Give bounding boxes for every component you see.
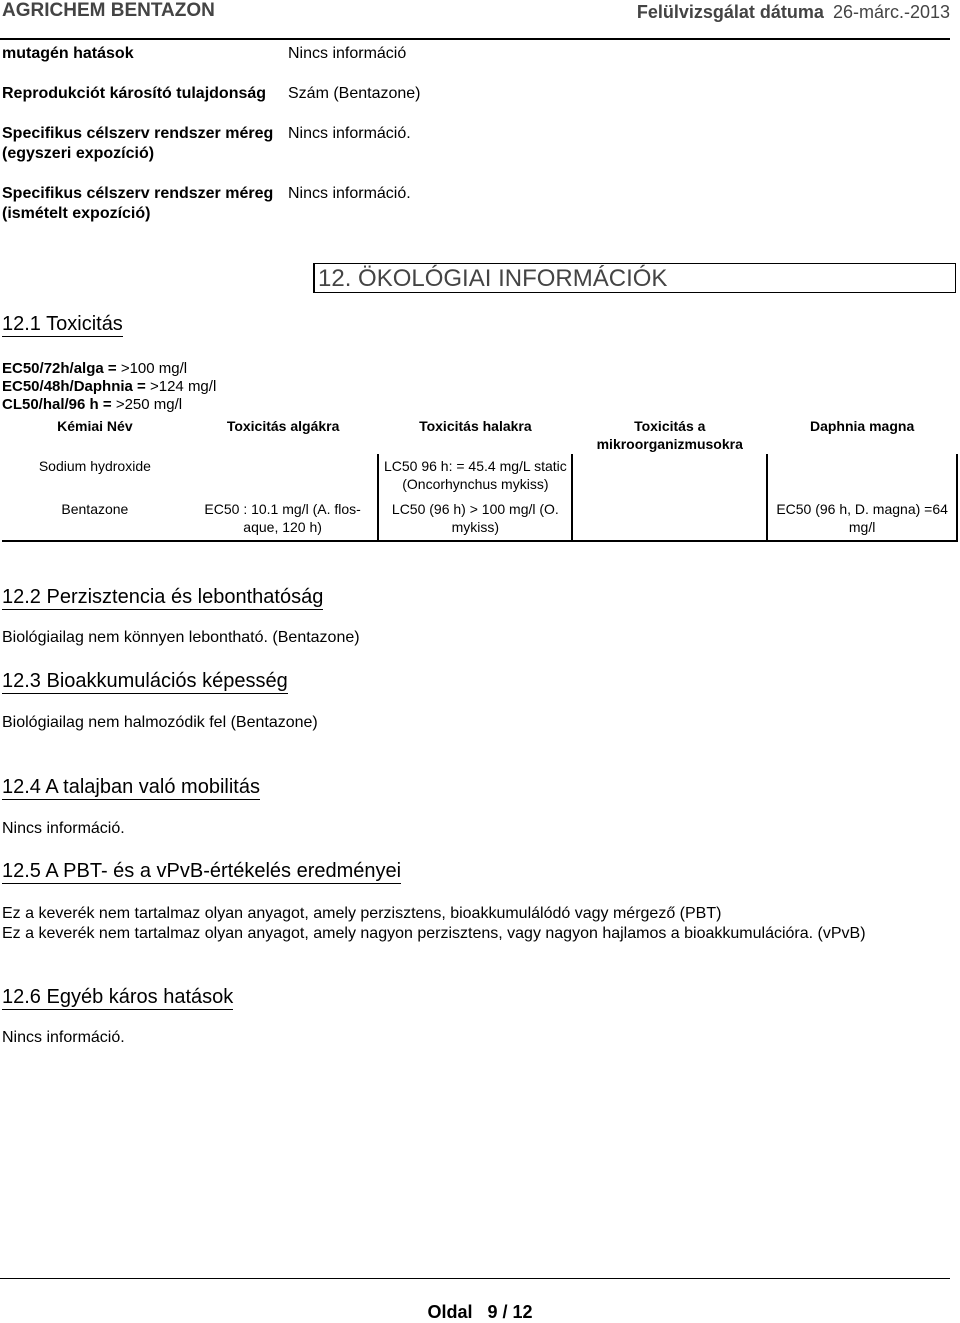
row-value-stot-single: Nincs információ.	[288, 125, 411, 142]
header-fish: Toxicitás halakra	[419, 418, 532, 434]
row-value-mutagen: Nincs információ	[288, 45, 407, 62]
table-row	[2, 497, 957, 541]
tox-line-fish	[2, 396, 182, 414]
tox-key: EC50/48h/Daphnia =	[2, 378, 146, 395]
row-label-stot-repeated: Specifikus célszerv rendszer méreg	[2, 185, 274, 202]
subsection-12-5-line2: Ez a keverék nem tartalmaz olyan anyagot, amely nagyon perzisztens, vagy nagyon hajlamos a bioakkumulációra. (vPvB)	[2, 925, 866, 942]
subsection-12-3-text: Biológiailag nem halmozódik fel (Bentazone)	[2, 714, 318, 731]
page-count: 9 / 12	[487, 1302, 533, 1322]
footer-divider	[0, 1278, 950, 1279]
row-label-stot-single-2: (egyszeri expozíció)	[2, 145, 155, 162]
row-label-reproductive: Reprodukciót károsító tulajdonság	[2, 85, 267, 102]
cell-fish: LC50 (96 h) > 100 mg/l (O. mykiss)	[378, 497, 572, 541]
row-label-stot-single: Specifikus célszerv rendszer méreg	[2, 125, 274, 142]
tox-line-alga	[2, 360, 187, 378]
section-title: 12. ÖKOLÓGIAI INFORMÁCIÓK	[313, 263, 956, 293]
toxicity-table	[2, 416, 958, 542]
subsection-12-5-line1: Ez a keverék nem tartalmaz olyan anyagot, amely perzisztens, bioakkumulálódó vagy mérgező (PBT)	[2, 905, 722, 922]
revision-label: Felülvizsgálat dátuma	[636, 2, 824, 22]
table-header-row	[2, 416, 957, 454]
tox-val: >250 mg/l	[115, 396, 183, 413]
row-value-reproductive: Szám (Bentazone)	[288, 85, 421, 102]
tox-val: >124 mg/l	[149, 378, 217, 395]
subsection-12-6-title: 12.6 Egyéb káros hatások	[2, 986, 234, 1008]
header-algae: Toxicitás algákra	[226, 418, 340, 434]
header-microorganisms: Toxicitás a mikroorganizmusokra	[596, 418, 743, 452]
cell-algae	[188, 454, 379, 497]
cell-micro	[572, 497, 767, 541]
tox-key: EC50/72h/alga =	[2, 360, 117, 377]
cell-chemical: Sodium hydroxide	[38, 458, 151, 474]
header-daphnia: Daphnia magna	[809, 418, 915, 434]
cell-daphnia: EC50 (96 h, D. magna) =64 mg/l	[767, 497, 957, 541]
cell-algae: EC50 : 10.1 mg/l (A. flos-aque, 120 h)	[188, 497, 379, 541]
tox-line-daphnia	[2, 378, 216, 396]
subsection-12-4-title: 12.4 A talajban való mobilitás	[2, 776, 260, 798]
cell-daphnia	[767, 454, 957, 497]
row-label-mutagen: mutagén hatások	[2, 45, 134, 62]
subsection-12-4-text: Nincs információ.	[2, 820, 125, 837]
revision-date: 26-márc.-2013	[832, 2, 950, 22]
header-chemical-name: Kémiai Név	[57, 418, 133, 434]
tox-val: >100 mg/l	[120, 360, 188, 377]
subsection-12-3-title: 12.3 Bioakkumulációs képesség	[2, 670, 288, 692]
row-value-stot-repeated: Nincs információ.	[288, 185, 411, 202]
subsection-12-6-text: Nincs információ.	[2, 1029, 125, 1046]
subsection-12-5-title: 12.5 A PBT- és a vPvB-értékelés eredményei	[2, 860, 402, 882]
subsection-12-1-title: 12.1 Toxicitás	[2, 313, 123, 335]
cell-fish: LC50 96 h: = 45.4 mg/L static (Oncorhynchus mykiss)	[378, 454, 572, 497]
tox-key: CL50/hal/96 h =	[2, 396, 112, 413]
product-name: AGRICHEM BENTAZON	[2, 0, 215, 21]
row-label-stot-repeated-2: (ismételt expozíció)	[2, 205, 151, 222]
cell-chemical: Bentazone	[2, 497, 188, 541]
cell-micro	[572, 454, 767, 497]
table-row	[2, 454, 957, 497]
subsection-12-2-text: Biológiailag nem könnyen lebontható. (Bentazone)	[2, 629, 360, 646]
header-divider	[0, 38, 950, 40]
page-label: Oldal	[427, 1302, 473, 1322]
subsection-12-2-title: 12.2 Perzisztencia és lebonthatóság	[2, 586, 324, 608]
revision-date-line	[637, 2, 950, 23]
